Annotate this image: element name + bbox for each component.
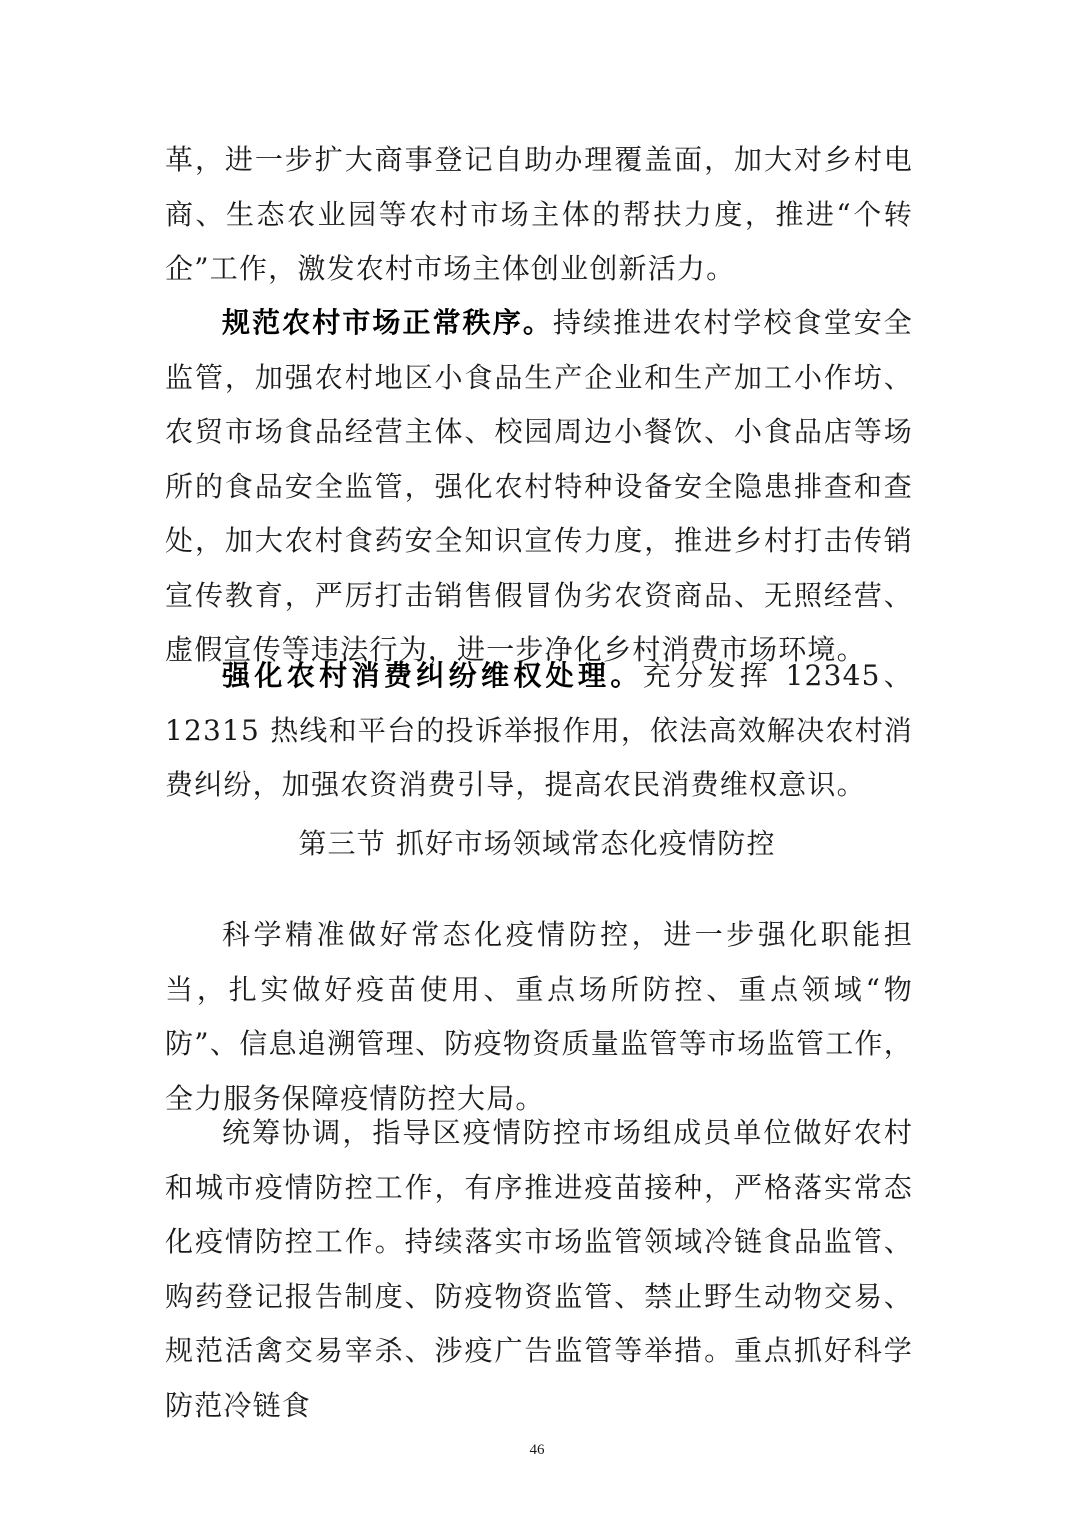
paragraph-text: 持续推进农村学校食堂安全监管，加强农村地区小食品生产企业和生产加工小作坊、农贸市场食品经营主体、校园周边小餐饮、小食品店等场所的食品安全监管，强化农村特种设备安全隐患排查和查处，加大农村食药安全知识宣传力度，推进乡村打击传销宣传教育，严厉打击销售假冒伪劣农资商品、无照经营、虚假宣传等违法行为，进一步净化乡村消费市场环境。 xyxy=(165,306,914,666)
paragraph-text: 科学精准做好常态化疫情防控，进一步强化职能担当，扎实做好疫苗使用、重点场所防控、重点领域“物防”、信息追溯管理、防疫物资质量监管等市场监管工作，全力服务保障疫情防控大局。 xyxy=(165,918,913,1115)
paragraph-text: 充分发挥 12345、12315 热线和平台的投诉举报作用，依法高效解决农村消费纠纷，加强农资消费引导，提高农民消费维权意识。 xyxy=(165,659,913,801)
paragraph-lead-heading: 强化农村消费纠纷维权处理。 xyxy=(222,659,643,692)
paragraph-coordination xyxy=(165,1106,913,1433)
paragraph-epidemic-prevention xyxy=(165,908,913,1126)
paragraph-business-registration xyxy=(165,133,913,297)
paragraph-lead-heading: 规范农村市场正常秩序。 xyxy=(222,306,553,339)
page-number: 46 xyxy=(529,1442,545,1458)
paragraph-consumer-disputes xyxy=(165,649,913,813)
paragraph-rural-market-order xyxy=(165,296,913,678)
paragraph-text: 统筹协调，指导区疫情防控市场组成员单位做好农村和城市疫情防控工作，有序推进疫苗接种，严格落实常态化疫情防控工作。持续落实市场监管领域冷链食品监管、购药登记报告制度、防疫物资监管、禁止野生动物交易、规范活禽交易宰杀、涉疫广告监管等举措。重点抓好科学防范冷链食 xyxy=(165,1116,913,1422)
paragraph-text: 革，进一步扩大商事登记自助办理覆盖面，加大对乡村电商、生态农业园等农村市场主体的帮扶力度，推进“个转企”工作，激发农村市场主体创业创新活力。 xyxy=(165,143,913,285)
section-heading: 第三节 抓好市场领域常态化疫情防控 xyxy=(298,827,776,860)
